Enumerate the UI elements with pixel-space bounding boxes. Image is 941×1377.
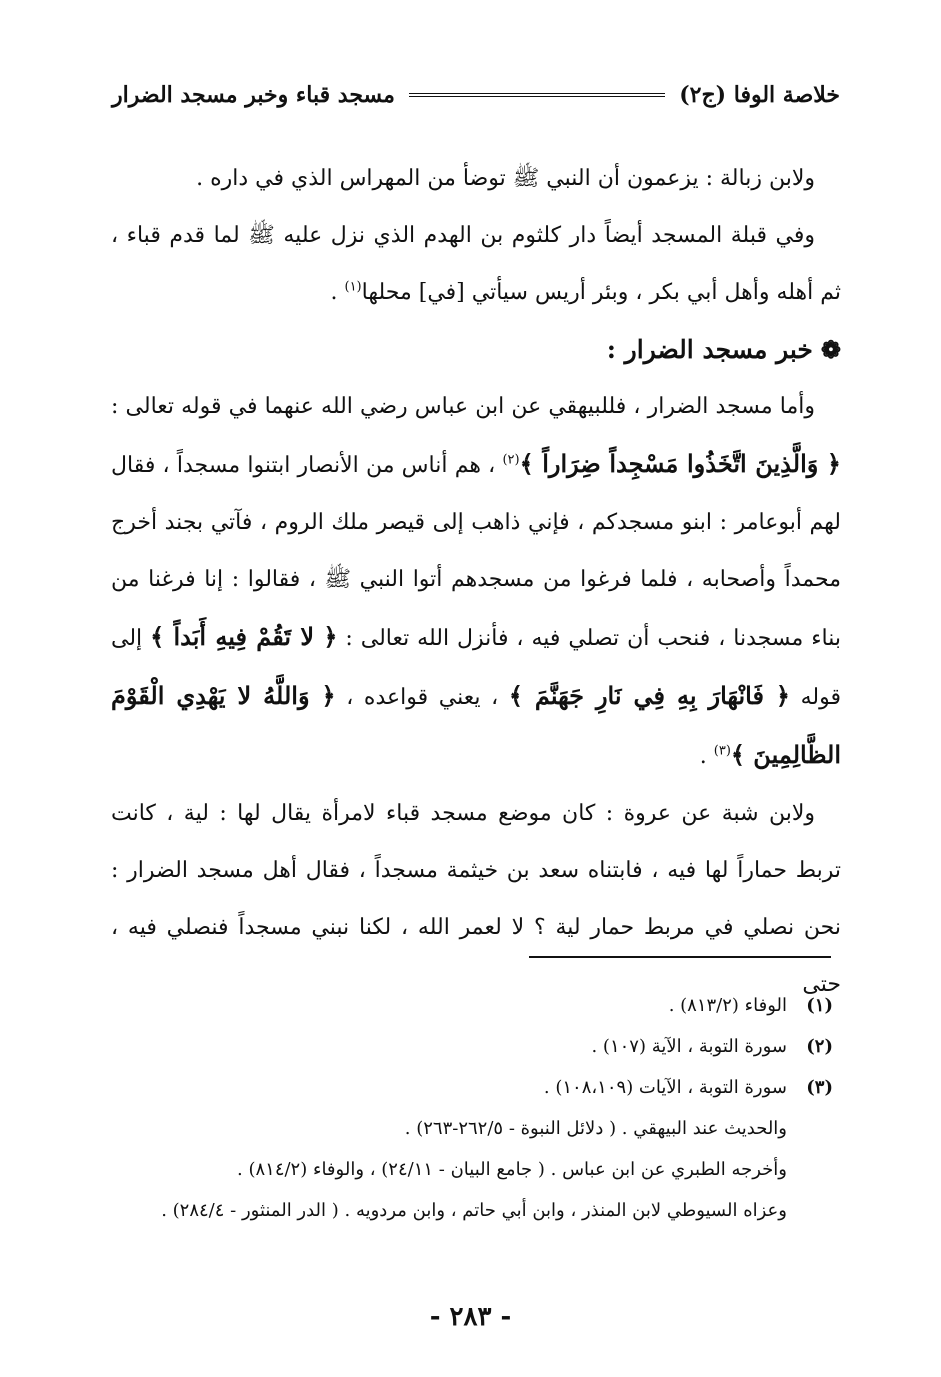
paragraph-2-text: وفي قبلة المسجد أيضاً دار كلثوم بن الهدم الذي نزل عليه ﷺ لما قدم قباء ، ثم أهله وأهل أبي بكر ، وبئر أريس سيأتي [في] محلها (111, 223, 841, 305)
footnote-1 (113, 985, 833, 1026)
footnotes (113, 985, 833, 1231)
flower-ornament-icon: ❁ (820, 335, 841, 364)
paragraph-3-d: ، يعني قواعده ، (335, 685, 509, 710)
page-number: - ٢٨٣ - (429, 1302, 512, 1332)
footnote-ref-2[interactable]: (٢) (502, 452, 520, 468)
running-header (112, 72, 840, 118)
footnote-separator (529, 956, 831, 958)
section-title: مسجد قباء وخبر مسجد الضرار (112, 82, 395, 108)
paragraph-3-a: وأما مسجد الضرار ، فللبيهقي عن ابن عباس رضي الله عنهما في قوله تعالى : (111, 394, 815, 419)
footnote-3-line-2: والحديث عند البيهقي . ( دلائل النبوة - ٢٦٢/٥-٢٦٣) . (404, 1118, 787, 1139)
footnote-3-line-4: وعزاه السيوطي لابن المنذر ، وابن أبي حاتم ، وابن مردويه . ( الدر المنثور - ٢٨٤/٤) . (161, 1200, 787, 1221)
footnote-3-text: سورة التوبة ، الآيات (١٠٨،١٠٩) . (543, 1077, 787, 1098)
section-heading (111, 321, 841, 378)
quran-verse-2: ﴿ لا تَقُمْ فِيهِ أَبَداً ﴾ (150, 622, 338, 651)
paragraph-1: ولابن زبالة : يزعمون أن النبي ﷺ توضأ من المهراس الذي في داره . (196, 166, 815, 191)
paragraph-3 (111, 378, 841, 785)
paragraph-2 (111, 207, 841, 321)
paragraph-3-b: ، هم أناس من الأنصار ابتنوا مسجداً ، فقال لهم أبوعامر : ابنو مسجدكم ، فإني ذاهب إلى قيصر ملك الروم ، فآتي بجند أخرج محمداً وأصحابه ، فلما فرغوا من مسجدهم أتوا النبي ﷺ ، فقالوا : إنا فرغنا من بناء مسجدنا ، فنحب أن تصلي فيه ، فأنزل الله تعالى : (111, 453, 841, 651)
footnote-ref-1[interactable]: (١) (344, 279, 362, 295)
footnote-3-number: (٣) (806, 1077, 833, 1098)
quran-verse-4: ﴿ وَاللَّهُ لا يَهْدِي الْقَوْمَ الظَّالِمِينَ ﴾ (111, 681, 841, 769)
footnote-2-number: (٢) (806, 1036, 833, 1057)
paragraph-4: ولابن شبة عن عروة : كان موضع مسجد قباء لامرأة يقال لها : لية ، كانت تربط حماراً لها فيه ، فابتناه سعد بن خيثمة مسجداً ، فقال أهل مسجد الضرار : نحن نصلي في مربط حمار لية ؟ لا لعمر الله ، لكنا نبني مسجداً فنصلي فيه ، حتى (111, 801, 841, 997)
footnote-3-line-3: وأخرجه الطبري عن ابن عباس . ( جامع البيان - ٢٤/١١) ، والوفاء (٨١٤/٢) . (237, 1159, 787, 1180)
footnote-2-text: سورة التوبة ، الآية (١٠٧) . (591, 1036, 787, 1057)
footnote-1-text: الوفاء (٨١٣/٢) . (668, 995, 787, 1016)
footnote-ref-3[interactable]: (٣) (713, 743, 731, 759)
quran-verse-3: ﴿ فَانْهَارَ بِهِ فِي نَارِ جَهَنَّمَ ﴾ (508, 681, 790, 710)
section-heading-text: خبر مسجد الضرار : (606, 335, 813, 364)
paragraph-3-c: إلى قوله (111, 626, 842, 710)
footnote-3 (113, 1067, 833, 1108)
header-rule (409, 93, 665, 97)
book-title: خلاصة الوفا (ج٢) (679, 82, 840, 108)
paragraph-3-e: . (699, 744, 714, 769)
quran-verse-1: ﴿ وَالَّذِينَ اتَّخَذُوا مَسْجِداً ضِرَاراً ﴾ (519, 449, 841, 478)
paragraph-2-end: . (330, 280, 345, 305)
footnote-1-number: (١) (806, 995, 833, 1016)
footnote-2 (113, 1026, 833, 1067)
main-text (111, 150, 841, 1013)
